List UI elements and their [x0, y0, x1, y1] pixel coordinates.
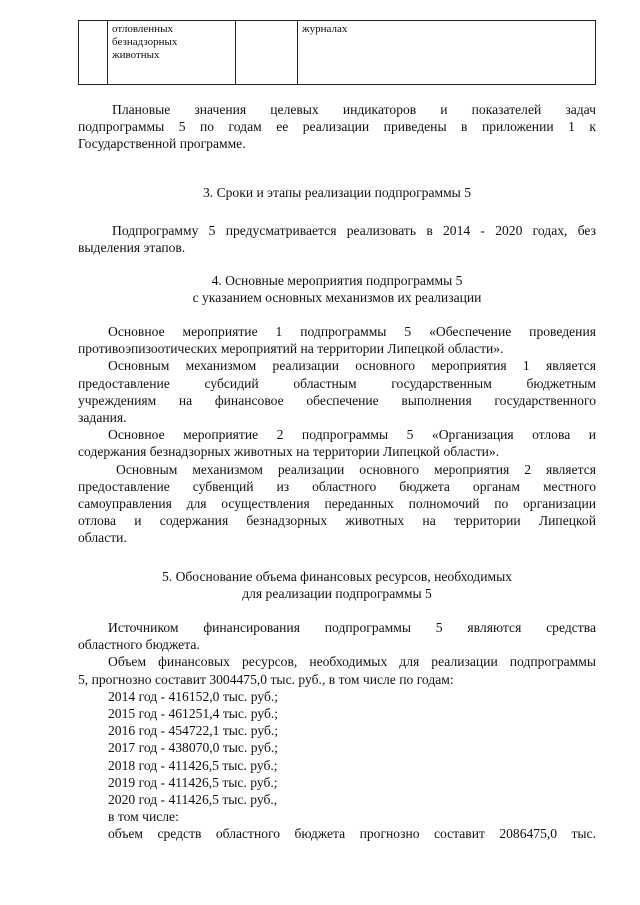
heading-text: для реализации подпрограммы 5: [242, 586, 432, 602]
text-line: предоставление субвенций из областного бюджета органам местного: [78, 478, 596, 494]
text-line: Основное мероприятие 1 подпрограммы 5 «Обеспечение проведения: [108, 324, 596, 339]
text-line: выделения этапов.: [78, 240, 186, 256]
text-line: 5, прогнозно составит 3004475,0 тыс. руб., в том числе по годам:: [78, 671, 454, 687]
text-line: противоэпизоотических мероприятий на территории Липецкой области».: [78, 341, 504, 357]
heading-text: 5. Обоснование объема финансовых ресурсов, необходимых: [161, 569, 513, 584]
table-cell-indicator: [108, 21, 236, 85]
heading-text: с указанием основных механизмов их реализации: [192, 290, 482, 306]
year-line: 2014 год - 416152,0 тыс. руб.;: [108, 688, 279, 704]
text-line: Подпрограмму 5 предусматривается реализовать в 2014 - 2020 годах, без: [112, 223, 596, 238]
year-line: 2019 год - 411426,5 тыс. руб.;: [108, 774, 278, 790]
year-line: 2020 год - 411426,5 тыс. руб.,: [108, 791, 278, 807]
text-line: Основным механизмом реализации основного мероприятия 2 является: [116, 461, 596, 477]
paragraph-measures: [78, 323, 596, 546]
year-line: 2018 год - 411426,5 тыс. руб.;: [108, 757, 278, 773]
text-line: отлова и содержания безнадзорных животных на территории Липецкой: [78, 513, 596, 529]
cell-text: безнадзорных: [112, 36, 178, 48]
paragraph-timing: [78, 222, 596, 256]
table-row: [79, 21, 596, 85]
heading-text: 3. Сроки и этапы реализации подпрограммы 5: [202, 185, 472, 200]
text-line: Плановые значения целевых индикаторов и показателей задач: [112, 102, 596, 117]
section-heading-5: [78, 568, 596, 602]
year-line: 2016 год - 454722,1 тыс. руб.;: [108, 723, 279, 739]
paragraph-indicators: [78, 101, 596, 153]
text-line: в том числе:: [108, 809, 179, 825]
cell-text: отловленных: [112, 23, 173, 35]
cell-text: животных: [112, 49, 160, 61]
text-line: учреждениям на финансовое обеспечение выполнения государственного: [78, 392, 596, 408]
text-line: Объем финансовых ресурсов, необходимых для реализации подпрограммы: [108, 654, 596, 670]
text-line: Государственной программе.: [78, 136, 246, 152]
text-line: самоуправления для осуществления переданных полномочий по организации: [78, 495, 596, 511]
text-line: объем средств областного бюджета прогнозно составит 2086475,0 тыс.: [108, 826, 596, 842]
table-cell-source: [298, 21, 596, 85]
cell-text: журналах: [302, 23, 348, 35]
text-line: подпрограммы 5 по годам ее реализации приведены в приложении 1 к: [78, 119, 596, 135]
text-line: задания.: [78, 409, 127, 425]
year-line: 2017 год - 438070,0 тыс. руб.;: [108, 740, 279, 756]
heading-text: 4. Основные мероприятия подпрограммы 5: [211, 273, 463, 288]
table-cell-empty: [79, 21, 108, 85]
text-line: Основное мероприятие 2 подпрограммы 5 «Организация отлова и: [108, 427, 596, 443]
text-line: области.: [78, 530, 127, 546]
text-line: Источником финансирования подпрограммы 5 являются средства: [108, 620, 596, 635]
table-cell-empty: [236, 21, 298, 85]
section-heading-4: [78, 272, 596, 306]
text-line: областного бюджета.: [78, 637, 200, 653]
table-fragment: [78, 20, 596, 85]
section-heading-3: [78, 184, 596, 201]
text-line: Основным механизмом реализации основного мероприятия 1 является: [108, 358, 596, 374]
text-line: предоставление субсидий областным государственным бюджетным: [78, 375, 596, 391]
text-line: содержания безнадзорных животных на территории Липецкой области».: [78, 444, 500, 460]
year-line: 2015 год - 461251,4 тыс. руб.;: [108, 705, 279, 721]
paragraph-funding: [78, 619, 596, 842]
